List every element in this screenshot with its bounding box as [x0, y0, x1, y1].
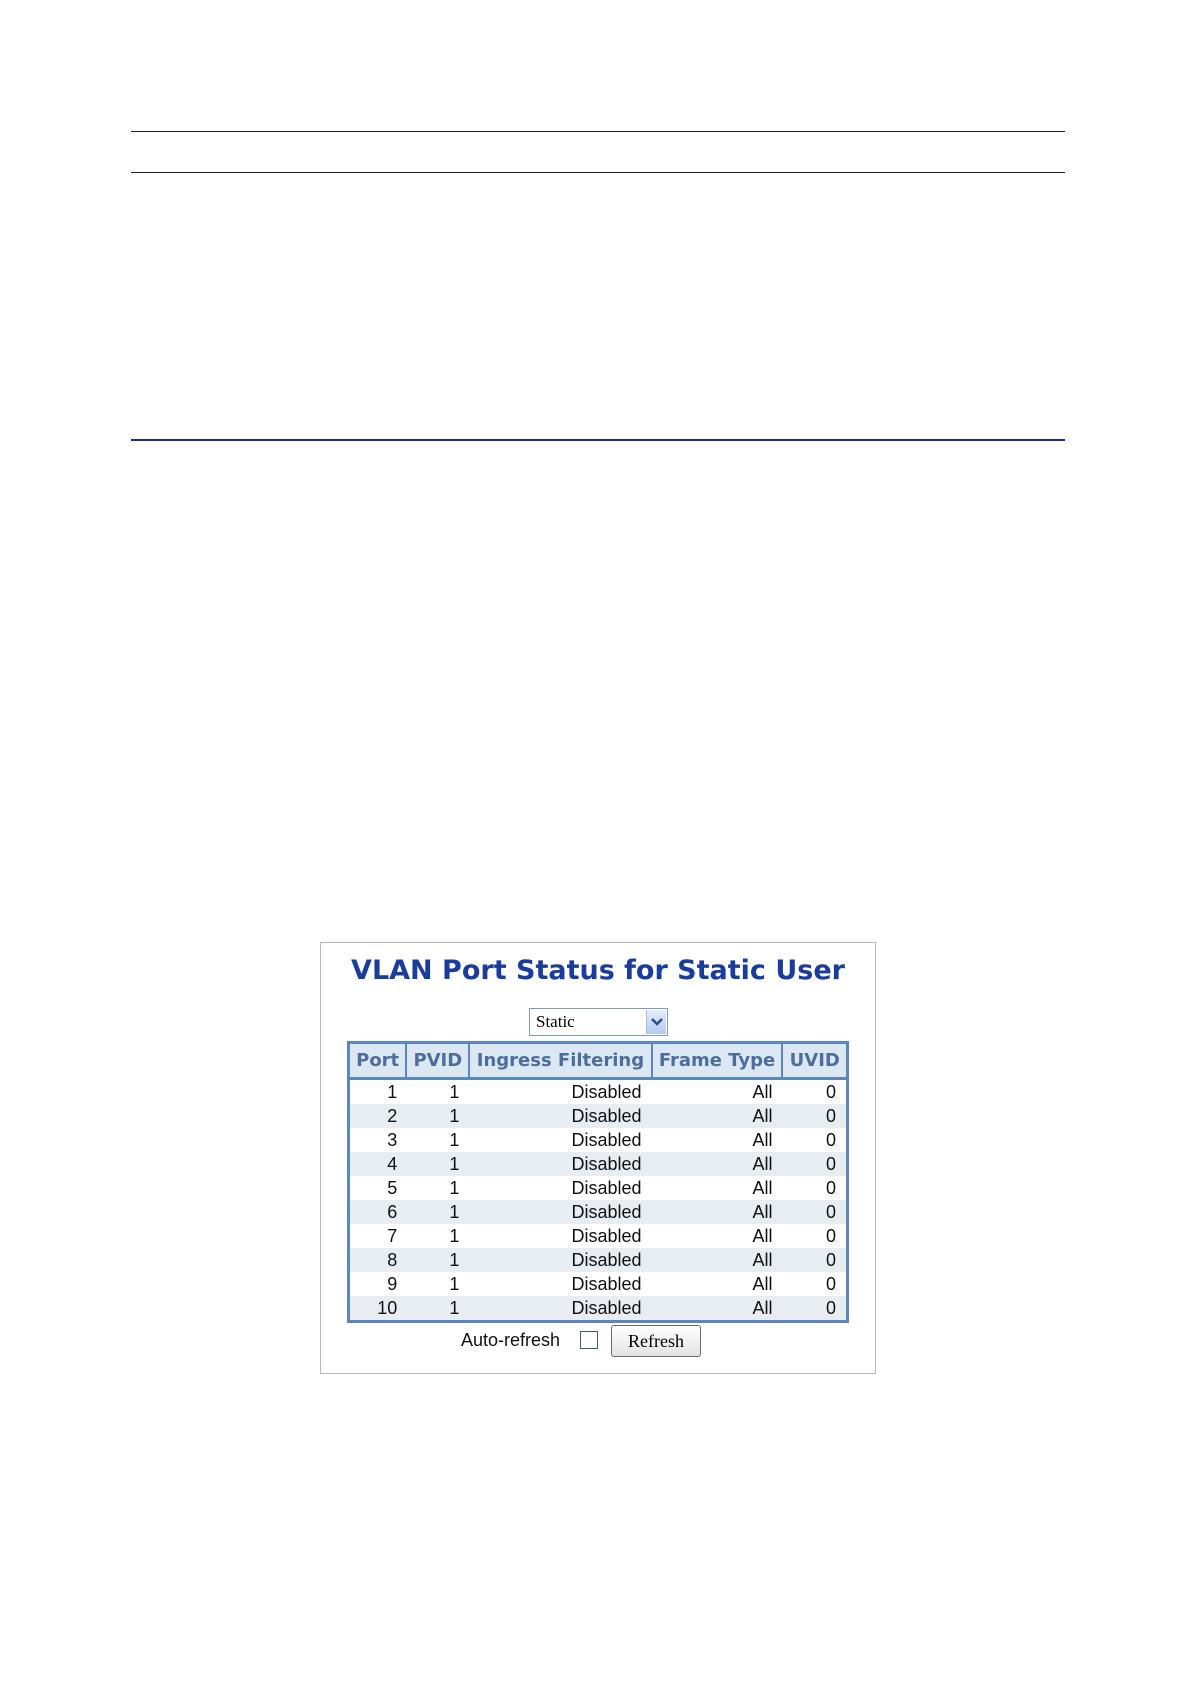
cell-frame-type: All	[652, 1152, 783, 1176]
cell-port: 7	[387, 1225, 398, 1246]
cell-frame-type: All	[752, 1177, 773, 1198]
cell-frame-type: All	[752, 1273, 773, 1294]
cell-uvid: 0	[782, 1200, 847, 1224]
cell-uvid: 0	[825, 1129, 836, 1150]
cell-uvid: 0	[825, 1273, 836, 1294]
table-row	[349, 1152, 848, 1176]
auto-refresh-label: Auto-refresh	[461, 1330, 561, 1350]
table-row	[349, 1248, 848, 1272]
cell-pvid: 1	[406, 1248, 469, 1272]
header-ingress-filtering: Ingress Filtering	[469, 1043, 651, 1079]
cell-pvid: 1	[406, 1200, 469, 1224]
cell-ingress-filtering: Disabled	[469, 1248, 651, 1272]
header-port: Port	[349, 1043, 407, 1079]
cell-ingress-filtering: Disabled	[571, 1273, 642, 1294]
cell-uvid: 0	[782, 1248, 847, 1272]
vlan-port-table	[347, 1041, 849, 1323]
select-value: Static	[536, 1012, 575, 1031]
cell-ingress-filtering: Disabled	[571, 1225, 642, 1246]
cell-uvid: 0	[782, 1104, 847, 1128]
table-row	[349, 1200, 848, 1224]
cell-pvid: 1	[406, 1152, 469, 1176]
dropdown-button[interactable]	[646, 1010, 666, 1034]
cell-frame-type: All	[752, 1225, 773, 1246]
cell-ingress-filtering: Disabled	[571, 1177, 642, 1198]
auto-refresh-checkbox[interactable]	[580, 1331, 598, 1349]
cell-ingress-filtering: Disabled	[469, 1200, 651, 1224]
header-rule-top	[131, 131, 1065, 132]
cell-uvid: 0	[825, 1225, 836, 1246]
user-type-select[interactable]	[529, 1008, 668, 1036]
cell-port: 3	[387, 1129, 398, 1150]
cell-port: 5	[387, 1177, 398, 1198]
vlan-port-status-panel	[320, 942, 876, 1374]
cell-ingress-filtering: Disabled	[469, 1104, 651, 1128]
cell-frame-type: All	[652, 1200, 783, 1224]
cell-frame-type: All	[752, 1129, 773, 1150]
table-row	[349, 1224, 848, 1248]
cell-uvid: 0	[825, 1081, 836, 1102]
refresh-button[interactable]: Refresh	[611, 1325, 701, 1357]
cell-pvid: 1	[449, 1129, 460, 1150]
cell-pvid: 1	[406, 1104, 469, 1128]
cell-pvid: 1	[449, 1225, 460, 1246]
table-row	[349, 1128, 848, 1152]
cell-port: 9	[387, 1273, 398, 1294]
cell-ingress-filtering: Disabled	[469, 1296, 651, 1322]
cell-frame-type: All	[652, 1296, 783, 1322]
cell-ingress-filtering: Disabled	[571, 1081, 642, 1102]
cell-port: 10	[349, 1296, 407, 1322]
table-header-row	[349, 1043, 848, 1079]
cell-port: 4	[349, 1152, 407, 1176]
table-row	[349, 1296, 848, 1322]
cell-port: 6	[349, 1200, 407, 1224]
cell-frame-type: All	[652, 1104, 783, 1128]
cell-pvid: 1	[449, 1177, 460, 1198]
cell-ingress-filtering: Disabled	[469, 1152, 651, 1176]
cell-pvid: 1	[449, 1273, 460, 1294]
header-rule-bottom	[131, 172, 1065, 173]
section-divider	[131, 439, 1065, 441]
cell-uvid: 0	[782, 1152, 847, 1176]
chevron-down-icon	[651, 1017, 663, 1027]
cell-port: 1	[387, 1081, 398, 1102]
cell-ingress-filtering: Disabled	[571, 1129, 642, 1150]
cell-port: 2	[349, 1104, 407, 1128]
cell-pvid: 1	[449, 1081, 460, 1102]
page-title: VLAN Port Status for Static User	[351, 955, 845, 986]
cell-pvid: 1	[406, 1296, 469, 1322]
cell-port: 8	[349, 1248, 407, 1272]
refresh-bar	[321, 1325, 875, 1359]
table-row	[349, 1176, 848, 1200]
table-row	[349, 1104, 848, 1128]
header-frame-type: Frame Type	[652, 1043, 783, 1079]
table-row	[349, 1272, 848, 1296]
header-uvid: UVID	[782, 1043, 847, 1079]
cell-uvid: 0	[825, 1177, 836, 1198]
table-row	[349, 1079, 848, 1105]
cell-uvid: 0	[782, 1296, 847, 1322]
cell-frame-type: All	[652, 1248, 783, 1272]
header-pvid: PVID	[406, 1043, 469, 1079]
cell-frame-type: All	[752, 1081, 773, 1102]
